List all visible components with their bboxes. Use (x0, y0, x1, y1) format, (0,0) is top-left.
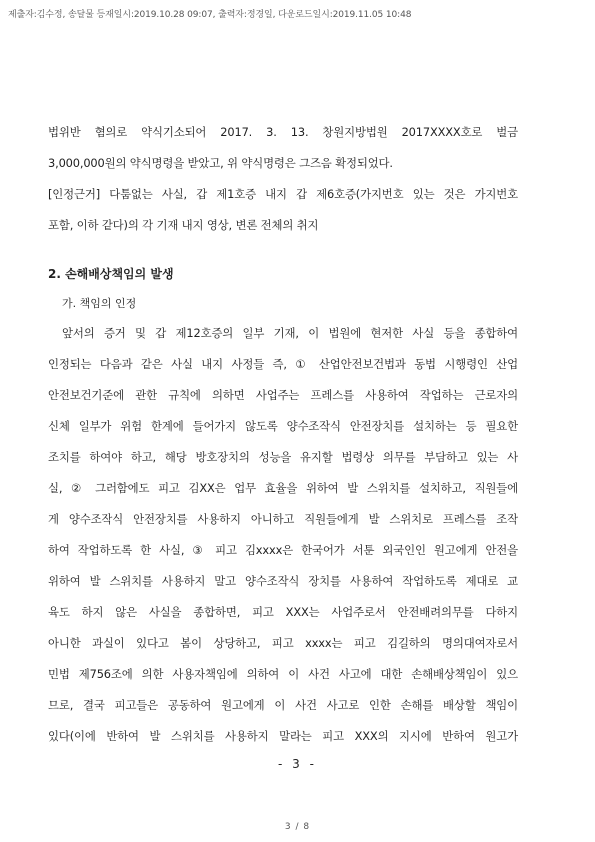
body-line: 법위반 혐의로 약식기소되어 2017. 3. 13. 창원지방법원 2017XXXX호로 벌금 (48, 125, 518, 139)
paragraph-line: 육도 하지 않은 사실을 종합하면, 피고 XXX는 사업주로서 안전배려의무를 다하지 (48, 605, 518, 619)
paragraph-line: 있다(이에 반하여 발 스위치를 사용하지 말라는 피고 XXX의 지시에 반하여 원고가 (48, 729, 518, 743)
document-header: 제출자:김수정, 송달물 등재일시:2019.10.28 09:07, 출력자:정경일, 다운로드일시:2019.11.05 10:48 (8, 10, 412, 20)
paragraph-line: 안전보건기준에 관한 규칙에 의하면 사업주는 프레스를 사용하여 작업하는 근로자의 (48, 388, 518, 402)
paragraph-line: 실, ② 그러함에도 피고 김XX은 업무 효율을 위하여 발 스위치를 설치하고, 직원들에 (48, 481, 518, 495)
paragraph-line: 하여 작업하도록 한 사실, ③ 피고 김xxxx은 한국어가 서툰 외국인인 원고에게 안전을 (48, 543, 518, 557)
body-line: 포함, 이하 같다)의 각 기재 내지 영상, 변론 전체의 취지 (48, 218, 319, 232)
body-line: [인정근거] 다툼없는 사실, 갑 제1호증 내지 갑 제6호증(가지번호 있는 것은 가지번호 (48, 187, 518, 201)
paragraph-line: 민법 제756조에 의한 사용자책임에 의하여 이 사건 사고에 대한 손해배상책임이 있으 (48, 667, 518, 681)
paragraph-line: 인정되는 다음과 같은 사실 내지 사정들 즉, ① 산업안전보건법과 동법 시행령인 산업 (48, 357, 518, 371)
paragraph-line: 조치를 하여야 하고, 해당 방호장치의 성능을 유지할 법령상 의무를 부담하고 있는 사 (48, 450, 518, 464)
paragraph-line: 아니한 과실이 있다고 봄이 상당하고, 피고 xxxx는 피고 김길하의 명의대여자로서 (48, 636, 518, 650)
paragraph-line: 게 양수조작식 안전장치를 사용하지 아니하고 직원들에게 발 스위치로 프레스를 조작 (48, 512, 518, 526)
paragraph-line: 앞서의 증거 및 갑 제12호증의 일부 기재, 이 법원에 현저한 사실 등을 종합하여 (62, 326, 518, 340)
page-number: - 3 - (278, 757, 317, 771)
paragraph-line: 위하여 발 스위치를 사용하지 말고 양수조작식 장치를 사용하여 작업하도록 제대로 교 (48, 574, 518, 588)
paragraph-line: 므로, 결국 피고들은 공동하여 원고에게 이 사건 사고로 인한 손해를 배상할 책임이 (48, 698, 518, 712)
subsection-heading: 가. 책임의 인정 (62, 297, 137, 310)
page-count: 3 / 8 (284, 822, 311, 832)
body-line: 3,000,000원의 약식명령을 받았고, 위 약식명령은 그즈음 확정되었다. (48, 156, 393, 170)
section-heading: 2. 손해배상책임의 발생 (48, 267, 174, 281)
paragraph-line: 신체 일부가 위험 한계에 들어가지 않도록 양수조작식 안전장치를 설치하는 등 필요한 (48, 419, 518, 433)
